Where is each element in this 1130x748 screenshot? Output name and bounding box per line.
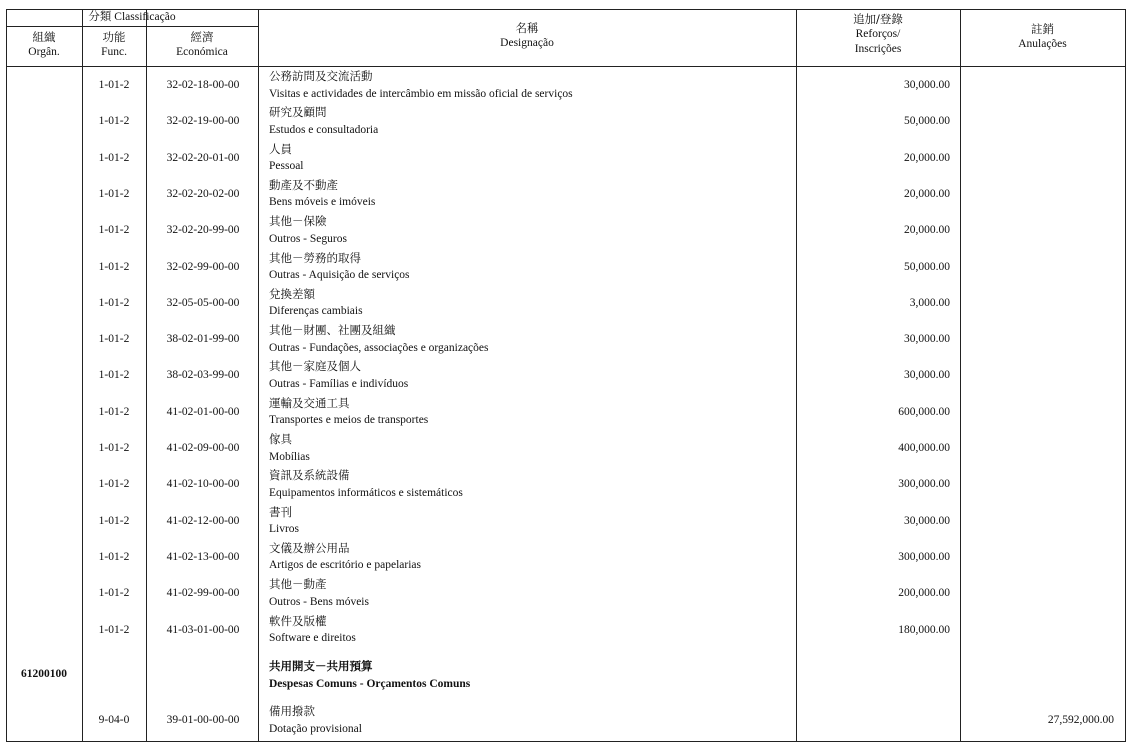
reforco-amount: 400,000.00 bbox=[898, 442, 950, 454]
table-row bbox=[6, 703, 1126, 739]
func-code: 1-01-2 bbox=[98, 296, 130, 309]
designation-pt: Software e direitos bbox=[269, 632, 356, 644]
designation: 備用撥款 Dotação provisional bbox=[269, 704, 362, 735]
budget-table bbox=[6, 9, 1126, 742]
func-code: 1-01-2 bbox=[98, 405, 130, 418]
econ-code: 32-05-05-00-00 bbox=[166, 296, 240, 309]
table-row bbox=[6, 467, 1126, 503]
designation bbox=[269, 431, 310, 466]
table-row bbox=[6, 431, 1126, 467]
reforco-amount: 20,000.00 bbox=[904, 187, 950, 200]
table-row bbox=[6, 104, 1126, 140]
designation-zh: 軟件及版權 bbox=[269, 613, 327, 628]
reforco-amount: 3,000.00 bbox=[909, 296, 950, 309]
header-organ: 組織 Orgân. bbox=[28, 30, 60, 58]
designation bbox=[269, 68, 573, 103]
table-row bbox=[6, 322, 1126, 358]
table-row bbox=[6, 576, 1126, 612]
designation bbox=[269, 104, 378, 139]
designation-zh: 傢具 bbox=[269, 432, 292, 446]
econ-code: 39-01-00-00-00 bbox=[166, 714, 240, 726]
table-row bbox=[6, 286, 1126, 322]
table-row bbox=[6, 213, 1126, 249]
func-code: 1-01-2 bbox=[98, 187, 130, 200]
econ-code: 32-02-20-02-00 bbox=[166, 187, 240, 200]
designation-zh: 兌換差額 bbox=[269, 286, 315, 301]
designation bbox=[269, 540, 421, 575]
designation-pt: Outras - Fundações, associações e organizações bbox=[269, 341, 489, 354]
section-row bbox=[6, 655, 1126, 697]
table-row bbox=[6, 68, 1126, 104]
reforco-amount: 30,000.00 bbox=[904, 514, 950, 527]
designation bbox=[269, 141, 304, 176]
func-code: 1-01-2 bbox=[98, 442, 130, 454]
func-code: 1-01-2 bbox=[98, 79, 130, 91]
designation bbox=[269, 395, 428, 430]
designation-zh: 其他－保險 bbox=[269, 214, 327, 229]
designation-pt: Artigos de escritório e papelarias bbox=[269, 559, 421, 572]
func-code: 1-01-2 bbox=[98, 115, 130, 128]
func-code: 1-01-2 bbox=[98, 151, 130, 164]
func-code: 1-01-2 bbox=[98, 550, 130, 563]
designation-pt: Estudos e consultadoria bbox=[269, 123, 379, 136]
designation bbox=[269, 504, 299, 539]
designation-pt: Equipamentos informáticos e sistemáticos bbox=[269, 486, 463, 499]
designation-zh: 其他－財團、社團及組織 bbox=[269, 323, 396, 338]
designation-pt: Livros bbox=[269, 523, 300, 536]
designation-pt: Diferenças cambiais bbox=[269, 305, 363, 318]
reforco-amount: 20,000.00 bbox=[904, 224, 950, 237]
econ-code: 38-02-01-99-00 bbox=[166, 333, 240, 346]
econ-code: 41-02-12-00-00 bbox=[166, 514, 240, 527]
designation bbox=[269, 467, 463, 502]
designation-zh: 人員 bbox=[269, 141, 292, 156]
econ-code: 41-03-01-00-00 bbox=[166, 623, 240, 636]
reforco-amount: 50,000.00 bbox=[904, 260, 950, 273]
anulacao-amount: 27,592,000.00 bbox=[1047, 714, 1114, 726]
header-reforcos: 追加/登錄 Reforços/ Inscrições bbox=[853, 12, 903, 55]
table-row bbox=[6, 395, 1126, 431]
func-code: 1-01-2 bbox=[98, 333, 130, 346]
designation-pt: Outros - Bens móveis bbox=[269, 595, 369, 608]
designation-zh: 其他－家庭及個人 bbox=[269, 359, 361, 374]
table-row bbox=[6, 613, 1126, 649]
reforco-amount: 50,000.00 bbox=[904, 115, 950, 128]
designation-pt: Transportes e meios de transportes bbox=[269, 414, 429, 427]
econ-code: 41-02-09-00-00 bbox=[166, 442, 240, 454]
reforco-amount: 30,000.00 bbox=[904, 369, 950, 382]
reforco-amount: 180,000.00 bbox=[898, 623, 950, 636]
designation-zh: 研究及顧問 bbox=[269, 105, 327, 120]
designation-pt: Pessoal bbox=[269, 160, 304, 173]
reforco-amount: 200,000.00 bbox=[898, 587, 950, 600]
section-designation: 共用開支－共用預算 Despesas Comuns - Orçamentos Comuns bbox=[269, 659, 471, 690]
table-row bbox=[6, 177, 1126, 213]
designation-pt: Bens móveis e imóveis bbox=[269, 196, 376, 209]
func-code: 1-01-2 bbox=[98, 514, 130, 527]
econ-code: 41-02-99-00-00 bbox=[166, 587, 240, 600]
econ-code: 32-02-20-01-00 bbox=[166, 151, 240, 164]
designation-pt: Visitas e actividades de intercâmbio em missão oficial de serviços bbox=[269, 87, 573, 100]
header-bottom-border bbox=[6, 66, 1126, 67]
designation bbox=[269, 613, 356, 648]
header-econ: 經濟 Económica bbox=[176, 30, 228, 58]
header-func: 功能 Func. bbox=[101, 30, 127, 58]
designation-pt: Outros - Seguros bbox=[269, 232, 347, 245]
econ-code: 32-02-20-99-00 bbox=[166, 224, 240, 237]
econ-code: 38-02-03-99-00 bbox=[166, 369, 240, 382]
func-code: 1-01-2 bbox=[98, 224, 130, 237]
func-code: 1-01-2 bbox=[98, 369, 130, 382]
func-code: 1-01-2 bbox=[98, 478, 130, 491]
designation bbox=[269, 322, 488, 357]
table-row bbox=[6, 540, 1126, 576]
designation-pt: Outras - Aquisição de serviços bbox=[269, 269, 410, 281]
designation-zh: 資訊及系統設備 bbox=[269, 468, 350, 483]
table-row bbox=[6, 141, 1126, 177]
designation bbox=[269, 286, 363, 321]
designation-zh: 其他－動產 bbox=[269, 577, 327, 592]
reforco-amount: 30,000.00 bbox=[904, 333, 950, 346]
classification-divider bbox=[6, 26, 258, 27]
designation-zh: 運輸及交通工具 bbox=[269, 395, 350, 410]
designation bbox=[269, 213, 347, 248]
designation bbox=[269, 576, 369, 611]
header-classification: 分類 Classificação bbox=[88, 11, 176, 23]
section-organ-code: 61200100 bbox=[21, 668, 67, 680]
reforco-amount: 600,000.00 bbox=[898, 405, 950, 418]
designation-zh: 公務訪問及交流活動 bbox=[269, 69, 373, 83]
designation-zh: 動產及不動產 bbox=[269, 177, 338, 192]
designation bbox=[269, 358, 408, 393]
designation-zh: 書刊 bbox=[269, 504, 292, 519]
designation-pt: Outras - Famílias e indivíduos bbox=[269, 377, 409, 390]
econ-code: 32-02-19-00-00 bbox=[166, 115, 240, 128]
func-code: 1-01-2 bbox=[98, 587, 130, 600]
designation-zh: 文儀及辦公用品 bbox=[269, 540, 350, 555]
reforco-amount: 30,000.00 bbox=[904, 79, 950, 91]
func-code: 9-04-0 bbox=[98, 714, 130, 726]
designation bbox=[269, 177, 375, 212]
reforco-amount: 300,000.00 bbox=[898, 478, 950, 491]
func-code: 1-01-2 bbox=[98, 623, 130, 636]
header-anulacoes: 註銷 Anulações bbox=[1018, 22, 1067, 50]
designation-zh: 其他－勞務的取得 bbox=[269, 250, 361, 265]
table-row bbox=[6, 358, 1126, 394]
table-row bbox=[6, 504, 1126, 540]
table-bottom-border bbox=[6, 741, 1126, 742]
header-designation: 名稱 Designação bbox=[500, 21, 554, 49]
econ-code: 32-02-99-00-00 bbox=[166, 260, 240, 273]
econ-code: 41-02-10-00-00 bbox=[166, 478, 240, 491]
table-row bbox=[6, 250, 1126, 286]
econ-code: 41-02-13-00-00 bbox=[166, 550, 240, 563]
func-code: 1-01-2 bbox=[98, 260, 130, 273]
reforco-amount: 20,000.00 bbox=[904, 151, 950, 164]
econ-code: 32-02-18-00-00 bbox=[166, 79, 240, 91]
reforco-amount: 300,000.00 bbox=[898, 550, 950, 563]
econ-code: 41-02-01-00-00 bbox=[166, 405, 240, 418]
designation bbox=[269, 250, 410, 285]
designation-pt: Mobílias bbox=[269, 450, 310, 463]
